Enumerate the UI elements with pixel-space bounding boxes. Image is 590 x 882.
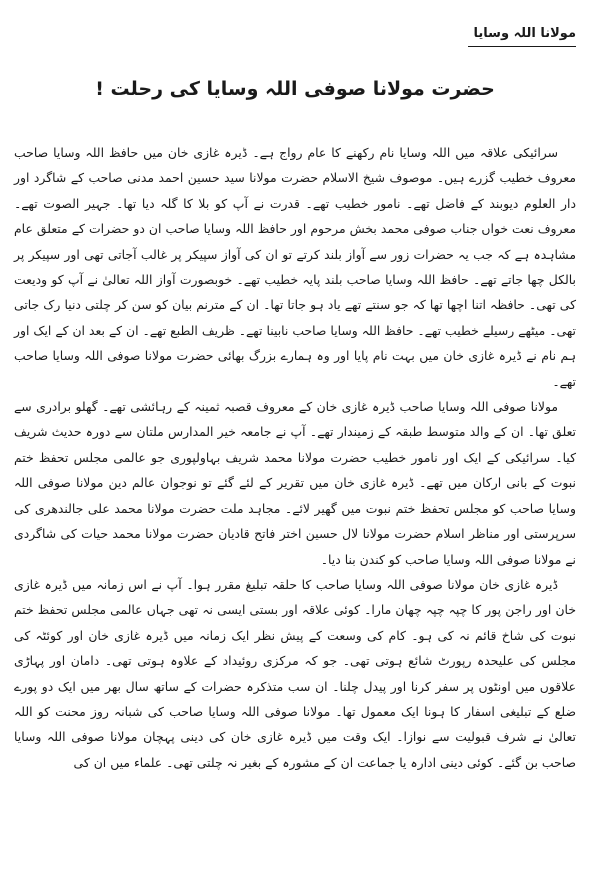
paragraph-3: ڈیرہ غازی خان مولانا صوفی اللہ وسایا صاحب کا حلقہ تبلیغ مقرر ہوا۔ آپ نے اس زمانہ میں ڈیرہ غازی خان اور راجن پور کا چپہ چپہ چھان مارا۔ کوئی علاقہ اور بستی ایسی نہ تھی جہاں عالمی مجلس تحفظ ختم نبوت کی شاخ قائم نہ کی ہو۔ کام کی وسعت کے پیش نظر ایک زمانہ میں ڈیرہ غازی خان اور کوئٹہ کی مجلس کی علیحدہ رپورٹ شائع ہوتی تھی۔ جو کہ مرکزی روئیداد کے علاوہ ہوتی تھی۔ دامان اور پہاڑی علاقوں میں اونٹوں پر سفر کرنا اور پیدل چلنا۔ ان سب متذکرہ حضرات کے ساتھ سال بھر میں ایک دو پورے ضلع کے تبلیغی اسفار کا ہونا ایک معمول تھا۔ مولانا صوفی اللہ وسایا صاحب کی شبانہ روز محنت کو اللہ تعالیٰ نے شرف قبولیت سے نوازا۔ ایک وقت میں ڈیرہ غازی خان کی دینی پہچان مولانا صوفی اللہ وسایا صاحب بن گئے۔ کوئی دینی ادارہ یا جماعت ان کے مشورہ کے بغیر نہ چلتی تھی۔ علماء میں ان کی [14,576,576,770]
running-header: مولانا اللہ وسایا [473,26,576,41]
paragraph-1: سرائیکی علاقہ میں اللہ وسایا نام رکھنے کا عام رواج ہے۔ ڈیرہ غازی خان میں حافظ اللہ وسایا صاحب معروف خطیب گزرے ہیں۔ موصوف شیخ الاسلام حضرت مولانا سید حسین احمد مدنی صاحب کے شاگرد اور دار العلوم دیوبند کے فاضل تھے۔ نامور خطیب تھے۔ قدرت نے آپ کو بلا کا گلہ دیا تھا۔ جہیر الصوت تھے۔ معروف نعت خواں جناب صوفی محمد بخش مرحوم اور حافظ اللہ وسایا صاحب ان دو حضرات کے متعلق عام مشاہدہ ہے کہ جب یہ حضرات زور سے آواز بلند کرتے تو ان کی آواز سپیکر پر غالب آجاتی تھی اور سپیکر پر بالکل چھا جاتے تھے۔ حافظ اللہ وسایا صاحب بلند پایہ خطیب تھے۔ خوبصورت آواز اللہ تعالیٰ نے آپ کو ودیعت کی تھی۔ حافظہ اتنا اچھا تھا کہ جو سنتے تھے یاد ہو جاتا تھا۔ ان کے مترنم بیان کو سن کر چلتی دنیا رک جاتی تھی۔ میٹھے رسیلے خطیب تھے۔ حافظ اللہ وسایا صاحب نابینا تھے۔ ظریف الطبع تھے۔ ان کے بعد ان کے ایک اور ہم نام نے ڈیرہ غازی خان میں بہت نام پایا اور وہ ہمارے بزرگ بھائی حضرت مولانا صوفی اللہ وسایا صاحب تھے۔ [14,145,576,389]
body-text [14,140,576,775]
chapter-title: حضرت مولانا صوفی اللہ وسایا کی رحلت ! [95,78,495,100]
header-rule [468,46,576,47]
paragraph-2: مولانا صوفی اللہ وسایا صاحب ڈیرہ غازی خان کے معروف قصبہ ثمینہ کے رہائشی تھے۔ گھلو برادری سے تعلق تھا۔ ان کے والد متوسط طبقہ کے زمیندار تھے۔ آپ نے جامعہ خیر المدارس ملتان سے دورہ حدیث شریف کیا۔ سرائیکی کے ایک اور نامور خطیب حضرت مولانا محمد شریف بہاولپوری جو عالمی مجلس تحفظ ختم نبوت کے بانی ارکان میں تھے۔ ڈیرہ غازی خان میں تقریر کے لئے گئے تو نوجوان عالم دین مولانا صوفی اللہ وسایا صاحب کو مجلس تحفظ ختم نبوت میں گھیر لائے۔ مجاہد ملت حضرت مولانا محمد علی جالندھری کی سرپرستی اور مناظر اسلام حضرت مولانا لال حسین اختر فاتح قادیان حضرت مولانا محمد حیات کی شاگردی نے مولانا صوفی اللہ وسایا صاحب کو کندن بنا دیا۔ [14,399,576,567]
